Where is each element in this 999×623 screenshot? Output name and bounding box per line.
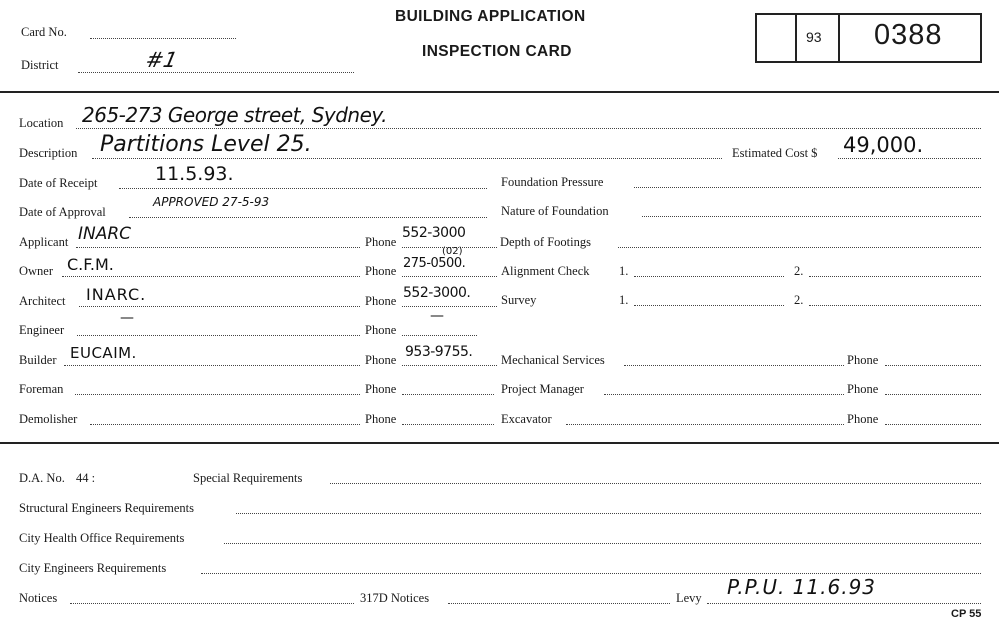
applicant-field[interactable] — [76, 247, 360, 248]
owner-label: Owner — [19, 264, 54, 278]
health-label: City Health Office Requirements — [19, 531, 185, 545]
date-approval-value: APPROVED 27-5-93 — [153, 195, 270, 209]
excavator-field[interactable] — [566, 424, 844, 425]
da-no-label: D.A. No. — [19, 471, 65, 485]
city-engineers-label: City Engineers Requirements — [19, 561, 167, 575]
demolisher-field[interactable] — [90, 424, 360, 425]
engineer-phone-value: — — [430, 308, 444, 324]
form-title-line2: INSPECTION CARD — [422, 43, 572, 60]
applicant-phone-value: 552-3000 — [402, 225, 466, 241]
mechanical-label: Mechanical Services — [501, 353, 605, 367]
project-manager-phone-label: Phone — [847, 382, 879, 396]
architect-phone-value: 552-3000. — [403, 285, 471, 301]
engineer-phone-label: Phone — [365, 323, 397, 337]
architect-value: INARC. — [86, 285, 147, 304]
foundation-pressure-field[interactable] — [634, 187, 981, 188]
survey-2-label: 2. — [794, 293, 804, 307]
foreman-phone-label: Phone — [365, 382, 397, 396]
estimated-cost-value: 49,000. — [843, 133, 924, 157]
project-manager-label: Project Manager — [501, 382, 584, 396]
applicant-phone-label: Phone — [365, 235, 397, 249]
engineer-field[interactable] — [77, 335, 360, 336]
depth-footings-label: Depth of Footings — [500, 235, 591, 249]
excavator-phone-label: Phone — [847, 412, 879, 426]
special-requirements-label: Special Requirements — [193, 471, 303, 485]
engineer-value: — — [120, 310, 134, 326]
alignment-check-2-label: 2. — [794, 264, 804, 278]
notices-317d-field[interactable] — [448, 603, 670, 604]
applicant-value: INARC — [78, 224, 132, 244]
card-no-field[interactable] — [90, 38, 236, 39]
mechanical-phone-field[interactable] — [885, 365, 981, 366]
card-number-box — [755, 13, 982, 63]
foreman-phone-field[interactable] — [402, 394, 494, 395]
form-code: CP 55 — [951, 608, 982, 620]
district-label: District — [21, 58, 59, 72]
notices-label: Notices — [19, 591, 58, 605]
date-approval-field[interactable] — [129, 217, 487, 218]
card-number: 0388 — [874, 19, 943, 51]
card-year: 93 — [806, 29, 822, 45]
alignment-check-1-label: 1. — [619, 264, 629, 278]
da-no-value: 44 : — [76, 471, 96, 485]
owner-field[interactable] — [62, 276, 360, 277]
levy-value: P.P.U. 11.6.93 — [727, 575, 877, 599]
depth-footings-field[interactable] — [618, 247, 981, 248]
date-receipt-label: Date of Receipt — [19, 176, 98, 190]
description-value: Partitions Level 25. — [100, 132, 312, 157]
foreman-label: Foreman — [19, 382, 64, 396]
mechanical-phone-label: Phone — [847, 353, 879, 367]
architect-label: Architect — [19, 294, 66, 308]
demolisher-phone-label: Phone — [365, 412, 397, 426]
foundation-pressure-label: Foundation Pressure — [501, 175, 604, 189]
applicant-label: Applicant — [19, 235, 69, 249]
special-requirements-field[interactable] — [330, 483, 981, 484]
excavator-label: Excavator — [501, 412, 552, 426]
foreman-field[interactable] — [75, 394, 360, 395]
district-value: #1 — [143, 48, 180, 72]
alignment-check-2-field[interactable] — [809, 276, 981, 277]
owner-phone-note: (02) — [442, 246, 463, 257]
levy-field[interactable] — [707, 603, 981, 604]
date-approval-label: Date of Approval — [19, 205, 106, 219]
survey-1-label: 1. — [619, 293, 629, 307]
alignment-check-label: Alignment Check — [501, 264, 590, 278]
builder-field[interactable] — [64, 365, 360, 366]
demolisher-phone-field[interactable] — [402, 424, 494, 425]
engineer-label: Engineer — [19, 323, 65, 337]
structural-field[interactable] — [236, 513, 981, 514]
notices-317d-label: 317D Notices — [360, 591, 430, 605]
survey-2-field[interactable] — [809, 305, 981, 306]
form-title-line1: BUILDING APPLICATION — [395, 8, 586, 25]
section-rule — [0, 442, 999, 444]
builder-phone-field[interactable] — [402, 365, 497, 366]
nature-foundation-field[interactable] — [642, 216, 981, 217]
mechanical-field[interactable] — [624, 365, 844, 366]
architect-field[interactable] — [79, 306, 360, 307]
notices-field[interactable] — [70, 603, 354, 604]
health-field[interactable] — [224, 543, 981, 544]
estimated-cost-field[interactable] — [838, 158, 981, 159]
owner-phone-field[interactable] — [402, 276, 497, 277]
survey-label: Survey — [501, 293, 537, 307]
description-label: Description — [19, 146, 78, 160]
description-field[interactable] — [92, 158, 722, 159]
location-label: Location — [19, 116, 64, 130]
engineer-phone-field[interactable] — [402, 335, 477, 336]
card-no-label: Card No. — [21, 25, 67, 39]
excavator-phone-field[interactable] — [885, 424, 981, 425]
owner-phone-value: 275-0500. — [403, 256, 466, 271]
builder-value: EUCAIM. — [70, 344, 137, 362]
architect-phone-field[interactable] — [402, 306, 497, 307]
alignment-check-1-field[interactable] — [634, 276, 784, 277]
header-rule — [0, 91, 999, 93]
demolisher-label: Demolisher — [19, 412, 78, 426]
district-field[interactable] — [78, 72, 354, 73]
builder-label: Builder — [19, 353, 57, 367]
date-receipt-value: 11.5.93. — [155, 163, 234, 185]
architect-phone-label: Phone — [365, 294, 397, 308]
owner-value: C.F.M. — [67, 255, 114, 274]
location-value: 265-273 George street, Sydney. — [82, 103, 388, 127]
owner-phone-label: Phone — [365, 264, 397, 278]
nature-foundation-label: Nature of Foundation — [501, 204, 609, 218]
builder-phone-label: Phone — [365, 353, 397, 367]
project-manager-phone-field[interactable] — [885, 394, 981, 395]
location-field[interactable] — [76, 128, 981, 129]
levy-label: Levy — [676, 591, 702, 605]
structural-label: Structural Engineers Requirements — [19, 501, 194, 515]
estimated-cost-label: Estimated Cost $ — [732, 146, 818, 160]
survey-1-field[interactable] — [634, 305, 784, 306]
date-receipt-field[interactable] — [119, 188, 487, 189]
project-manager-field[interactable] — [604, 394, 844, 395]
builder-phone-value: 953-9755. — [405, 344, 473, 360]
city-engineers-field[interactable] — [201, 573, 981, 574]
